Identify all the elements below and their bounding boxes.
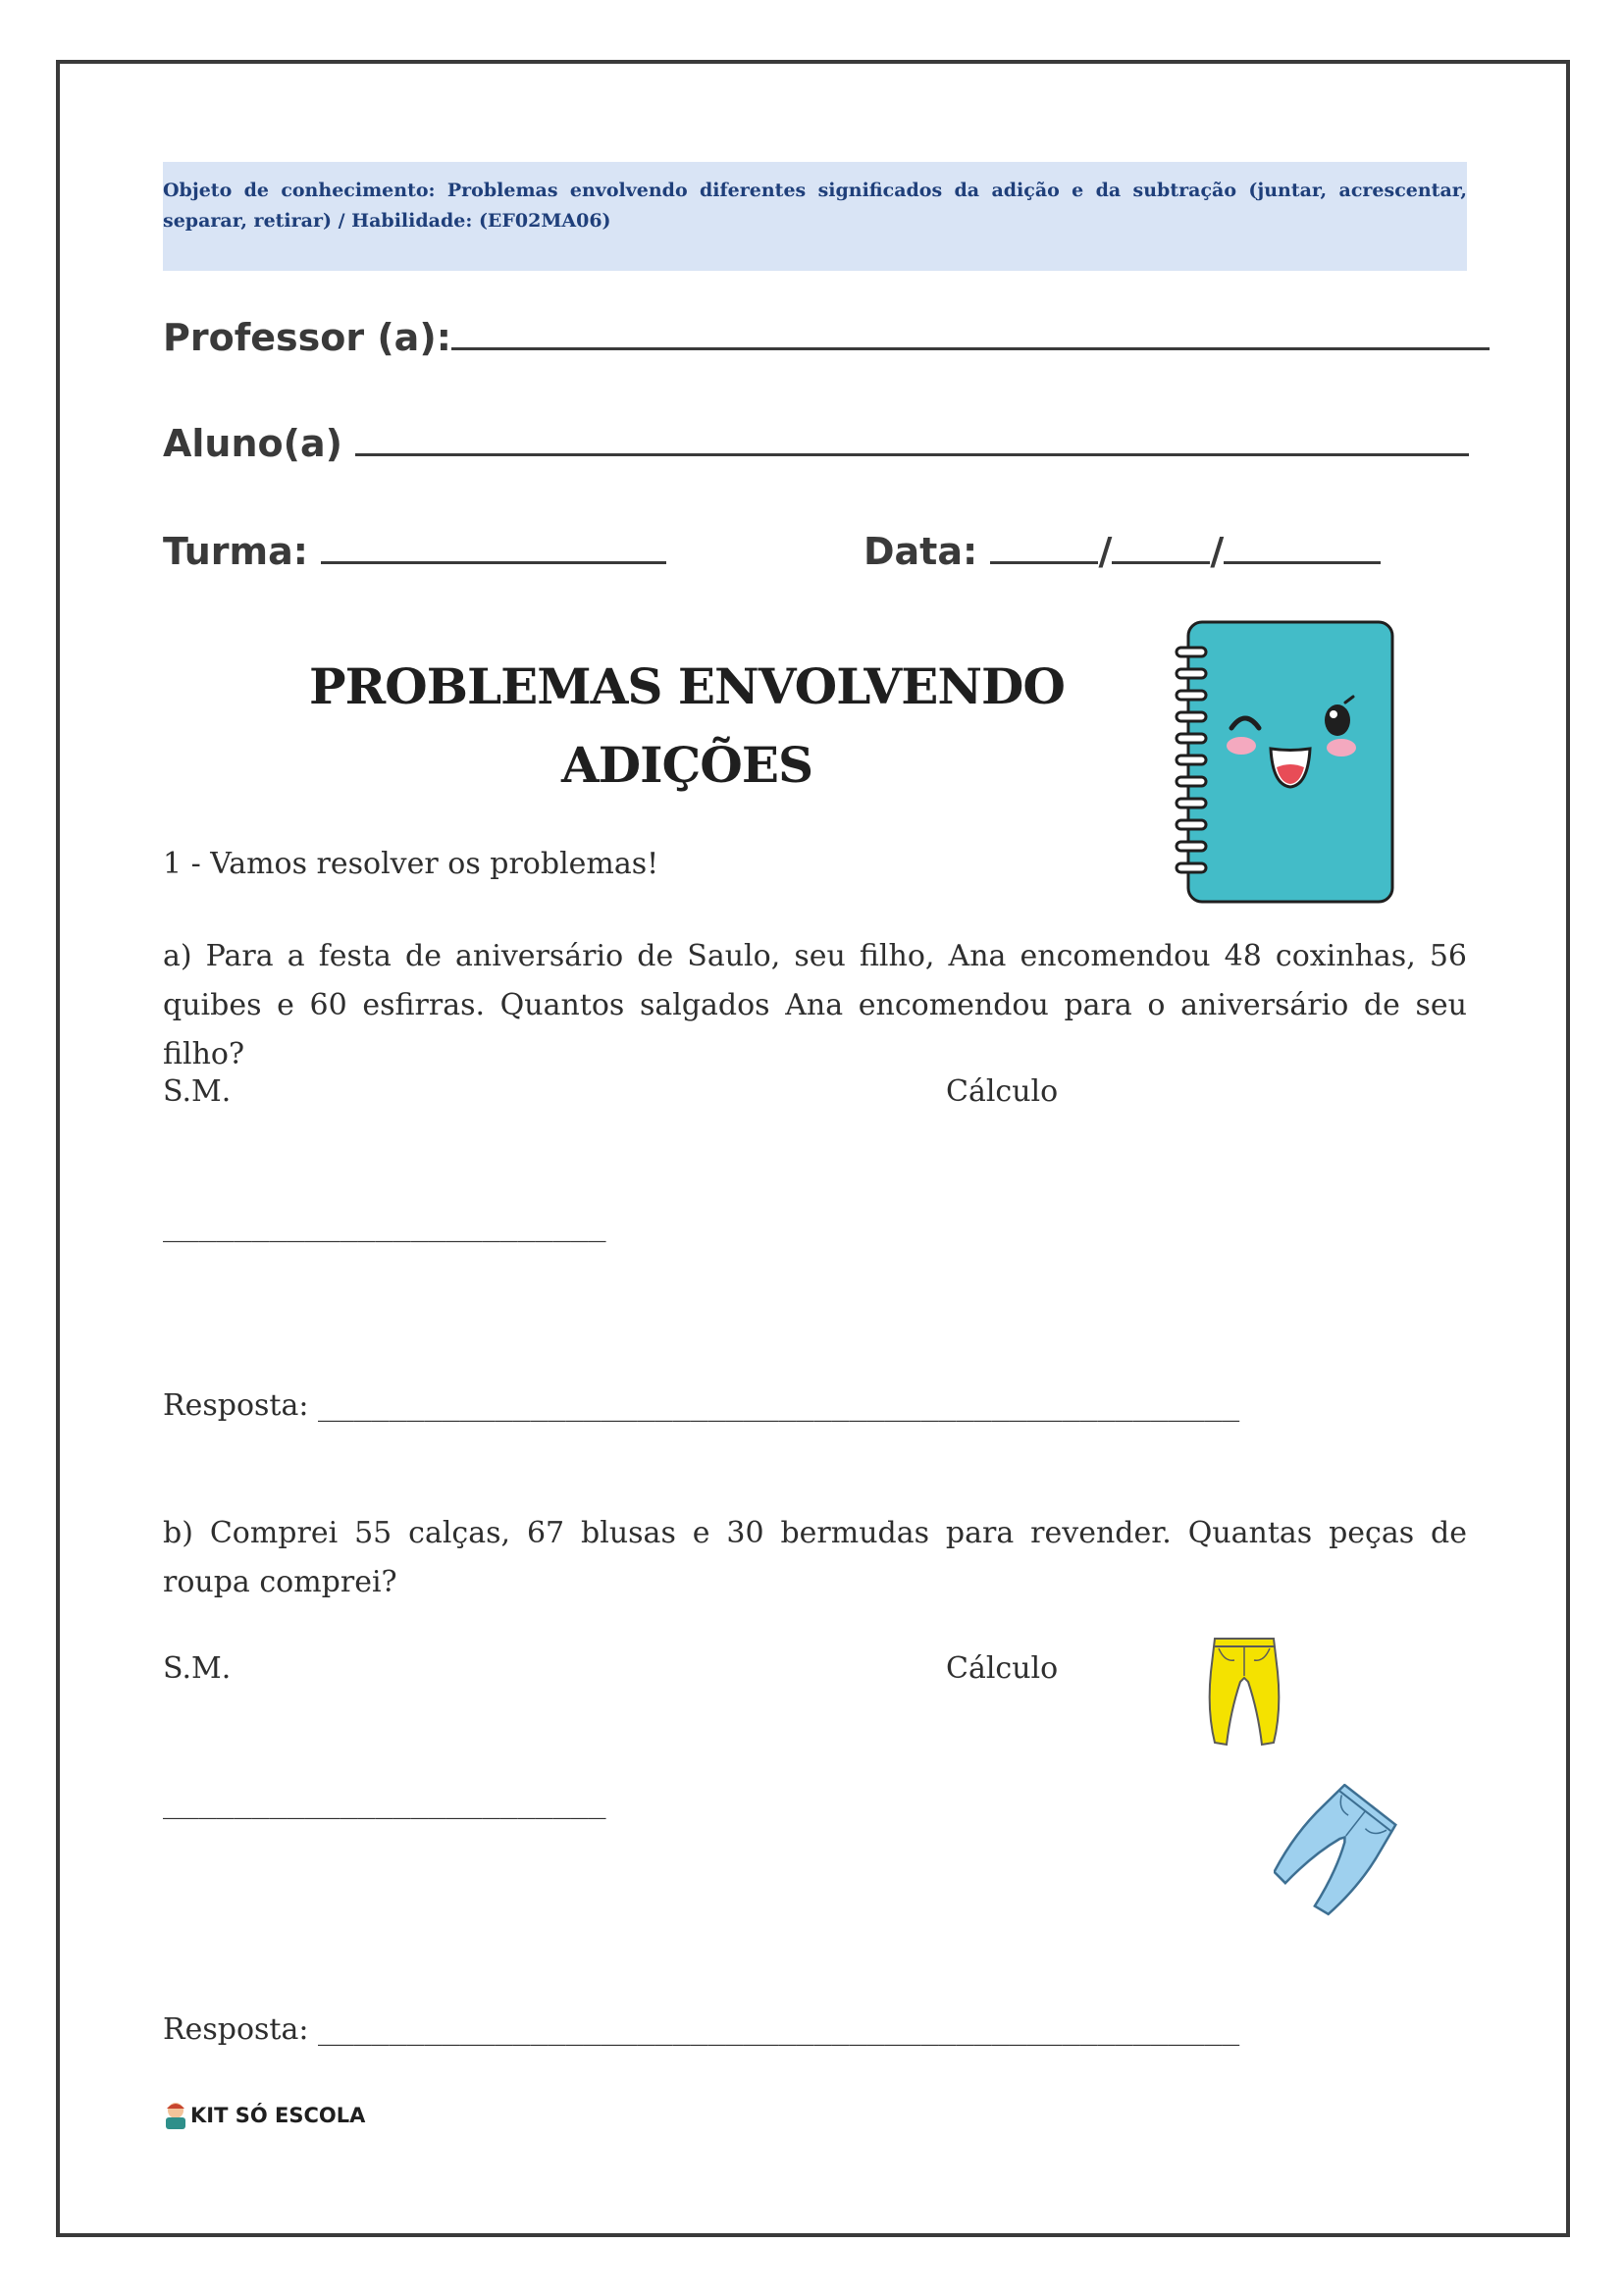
class-field <box>163 528 666 573</box>
date-field <box>863 528 1381 573</box>
date-day-blank[interactable] <box>990 528 1098 564</box>
problem-b-answer <box>163 2006 1239 2055</box>
student-label: Aluno(a) <box>163 422 343 465</box>
problem-a-sm-label: S.M. <box>163 1074 232 1109</box>
problem-b-answer-label: Resposta: <box>163 2012 309 2047</box>
class-blank[interactable] <box>321 528 666 564</box>
date-month-blank[interactable] <box>1112 528 1210 564</box>
problem-a-sm-line[interactable]: _________________________ <box>163 1209 606 1243</box>
date-separator: / <box>1210 530 1225 573</box>
professor-label: Professor (a): <box>163 316 451 359</box>
blue-jeans-icon <box>1274 1784 1399 1916</box>
problem-a-calc-label: Cálculo <box>946 1074 1059 1109</box>
problem-a-answer-label: Resposta: <box>163 1388 309 1423</box>
date-label: Data: <box>863 530 978 573</box>
student-mascot-icon <box>163 2101 188 2130</box>
instructions: 1 - Vamos resolver os problemas! <box>163 847 659 881</box>
yellow-pants-icon <box>1205 1633 1283 1750</box>
title-line-1: PROBLEMAS ENVOLVENDO <box>309 657 1065 715</box>
problem-a-answer <box>163 1382 1239 1431</box>
smiling-notebook-icon <box>1173 618 1403 908</box>
class-label: Turma: <box>163 530 308 573</box>
problem-a-answer-line[interactable]: ____________________________________________________ <box>318 1388 1240 1423</box>
objective-banner <box>163 162 1467 271</box>
date-separator: / <box>1098 530 1113 573</box>
brand-name: KIT SÓ ESCOLA <box>190 2104 366 2127</box>
objective-text: Objeto de conhecimento: Problemas envolvendo diferentes significados da adição e da subtração (juntar, acrescentar, separar, retirar) / Habilidade: (EF02MA06) <box>163 180 1467 232</box>
problem-b-answer-line[interactable]: ____________________________________________________ <box>318 2012 1240 2047</box>
page-title <box>265 648 1109 805</box>
problem-b-sm-line[interactable]: _________________________ <box>163 1786 606 1820</box>
problem-b-calc-label: Cálculo <box>946 1651 1059 1686</box>
problem-a-text: a) Para a festa de aniversário de Saulo, seu filho, Ana encomendou 48 coxinhas, 56 quibes e 60 esfirras. Quantos salgados Ana encomendou para o aniversário de seu filho? <box>163 939 1467 1071</box>
title-line-2: ADIÇÕES <box>560 736 813 794</box>
brand-logo <box>163 2100 365 2131</box>
professor-field <box>163 314 1490 359</box>
problem-b-sm-label: S.M. <box>163 1651 232 1686</box>
problem-b-text: b) Comprei 55 calças, 67 blusas e 30 bermudas para revender. Quantas peças de roupa comprei? <box>163 1516 1467 1599</box>
student-field <box>163 420 1469 465</box>
professor-blank[interactable] <box>451 314 1490 350</box>
student-blank[interactable] <box>355 420 1469 456</box>
date-year-blank[interactable] <box>1224 528 1381 564</box>
